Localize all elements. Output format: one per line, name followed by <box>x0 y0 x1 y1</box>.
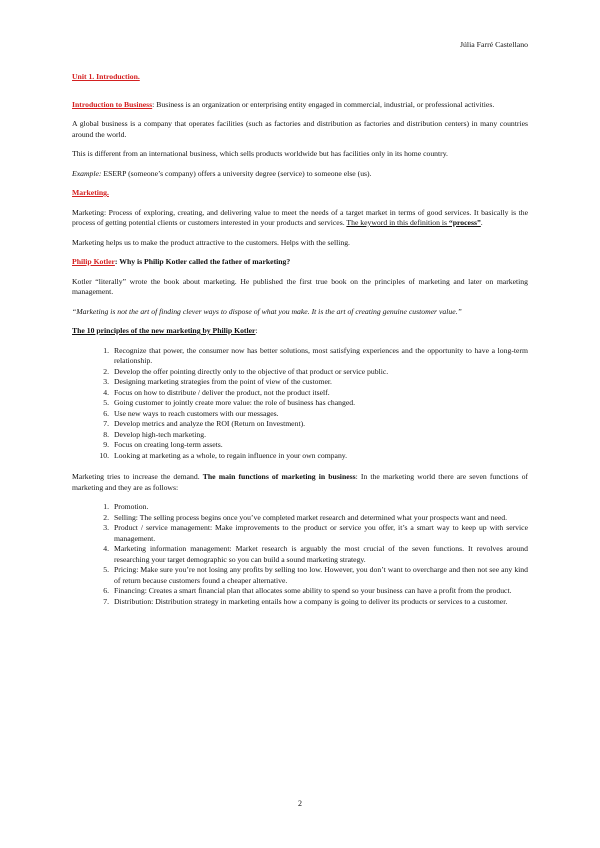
intro-paragraph <box>72 100 528 111</box>
marketing-heading <box>72 188 528 199</box>
function-num: 7. <box>103 596 109 606</box>
principle-num: 5. <box>103 398 109 407</box>
keyword-suffix: . <box>480 218 483 227</box>
function-text: Promotion. <box>114 502 149 511</box>
functions-list <box>92 502 528 607</box>
marketing-heading-text: Marketing. <box>72 188 109 197</box>
principle-item <box>92 377 528 388</box>
function-num: 5. <box>103 565 109 574</box>
kotler-quote: “Marketing is not the art of finding clever ways to dispose of what you make. It is the art of creating genuine customer value.” <box>72 306 462 316</box>
functions-intro-pre: Marketing tries to increase the demand. <box>72 472 203 481</box>
functions-intro-bold: The main functions of marketing in business <box>202 472 356 481</box>
function-text: Financing: Creates a smart financial plan that allocates some ability to spend so your business can have a profit from the product. <box>114 586 512 595</box>
function-item <box>92 502 528 513</box>
principles-heading <box>72 326 528 337</box>
principle-num: 9. <box>103 440 109 449</box>
intro-text: : Business is an organization or enterprising entity engaged in commercial, industrial, or professional activities. <box>152 99 495 109</box>
principle-text: Focus on how to distribute / deliver the product, not the product itself. <box>114 387 330 397</box>
principle-item <box>92 419 528 430</box>
principle-num: 3. <box>103 377 109 386</box>
principle-item <box>92 398 528 409</box>
function-text: Marketing information management: Market research is arguably the most crucial of the seven functions. It revolves around researching your target demographic so you can build a sound marketing strategy. <box>114 544 528 564</box>
principle-num: 8. <box>103 429 109 439</box>
function-item <box>92 513 528 524</box>
principle-num: 2. <box>103 366 109 376</box>
function-item <box>92 565 528 586</box>
function-num: 3. <box>103 523 109 532</box>
function-num: 1. <box>103 502 109 511</box>
keyword: “process” <box>448 218 481 227</box>
example-label: Example: <box>72 168 102 178</box>
global-business-paragraph: A global business is a company that operates facilities (such as factories and distribution as factories and distribution centers) in many countries around the world. <box>72 119 528 139</box>
principle-text: Develop high-tech marketing. <box>114 429 207 439</box>
function-num: 4. <box>103 544 109 553</box>
function-item <box>92 586 528 597</box>
kotler-name: Philip Kotler <box>72 257 115 266</box>
principle-text: Focus on creating long-term assets. <box>114 440 223 449</box>
page-number: 2 <box>298 799 302 808</box>
principle-item <box>92 440 528 451</box>
function-num: 2. <box>103 512 109 522</box>
page-content <box>72 72 528 618</box>
unit-title-text: Unit 1. Introduction. <box>72 72 140 81</box>
principle-text: Develop the offer pointing directly only to the objective of that product or service public. <box>114 366 389 376</box>
principle-text: Recognize that power, the consumer now has better solutions, most satisfying experiences and the opportunity to have a long-term relationship. <box>114 345 528 365</box>
function-text: Distribution: Distribution strategy in marketing entails how a company is going to deliver its products or services to a customer. <box>114 596 508 606</box>
principle-num: 4. <box>103 387 109 397</box>
function-item <box>92 523 528 544</box>
principles-heading-text: The 10 principles of the new marketing by Philip Kotler <box>72 326 256 335</box>
intro-label: Introduction to Business <box>72 99 153 109</box>
international-paragraph: This is different from an international business, which sells products worldwide but has facilities only in its home country. <box>72 149 448 158</box>
example-paragraph <box>72 169 528 180</box>
marketing-def-text: Marketing: Process of exploring, creating, and delivering value to meet the needs of a target market in terms of good services. It basically is the process of getting potential clients or customers interested in your products and services. <box>72 207 528 227</box>
function-text: Selling: The selling process begins once you’ve completed market research and determined what your prospects want and need. <box>114 512 508 522</box>
principle-item <box>92 388 528 399</box>
principle-item <box>92 451 528 462</box>
principle-item <box>92 430 528 441</box>
function-num: 6. <box>103 586 109 595</box>
principle-item <box>92 409 528 420</box>
principle-num: 1. <box>103 345 109 355</box>
functions-intro-post: : In the marketing world there are seven functions of marketing and they are as follows: <box>72 472 528 492</box>
kotler-paragraph: Kotler “literally” wrote the book about marketing. He published the first true book on the principles of marketing and later on marketing management. <box>72 276 528 296</box>
function-item <box>92 597 528 608</box>
principles-heading-colon: : <box>255 326 258 335</box>
kotler-heading <box>72 257 528 268</box>
principle-text: Use new ways to reach customers with our messages. <box>114 408 279 418</box>
kotler-question: : Why is Philip Kotler called the father of marketing? <box>114 257 291 266</box>
principle-text: Going customer to jointly create more value: the role of business has changed. <box>114 398 356 407</box>
principle-num: 6. <box>103 408 109 418</box>
unit-title <box>72 72 528 83</box>
example-text: ESERP (someone’s company) offers a university degree (service) to someone else (us). <box>101 168 372 178</box>
marketing-helps-paragraph: Marketing helps us to make the product attractive to the customers. Helps with the selling. <box>72 237 350 247</box>
principle-num: 7. <box>103 419 109 428</box>
principle-num: 10. <box>99 450 109 460</box>
principle-item <box>92 367 528 378</box>
principle-text: Looking at marketing as a whole, to regain influence in your own company. <box>114 450 348 460</box>
header-author: Júlia Farré Castellano <box>460 40 528 49</box>
keyword-sentence <box>346 218 480 227</box>
marketing-definition <box>72 208 528 229</box>
function-text: Product / service management: Make improvements to the product or service you offer, it’s a smart way to keep up with service management. <box>114 523 528 543</box>
principle-item <box>92 346 528 367</box>
function-text: Pricing: Make sure you’re not losing any profits by selling too low. However, you don’t want to overcharge and then not see any kind of return because customers found a cheaper alternative. <box>114 565 528 585</box>
keyword-prefix: The keyword in this definition is <box>346 218 449 227</box>
principles-list <box>92 346 528 462</box>
principle-text: Designing marketing strategies from the point of view of the customer. <box>114 377 332 386</box>
function-item <box>92 544 528 565</box>
functions-intro <box>72 472 528 493</box>
principle-text: Develop metrics and analyze the ROI (Return on Investment). <box>114 419 306 428</box>
